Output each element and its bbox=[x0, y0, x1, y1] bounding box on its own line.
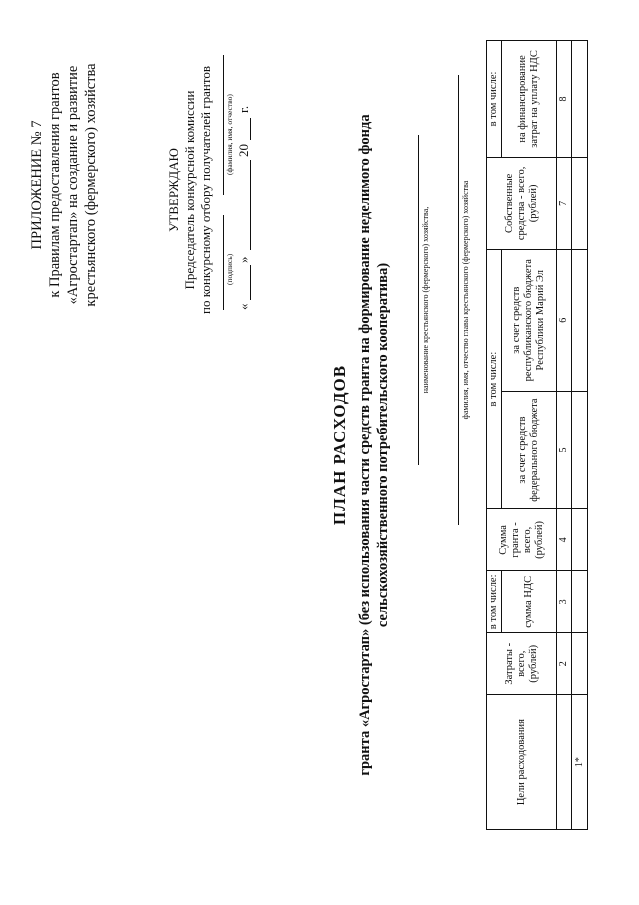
column-number: 4 bbox=[557, 509, 572, 571]
date-year-line bbox=[250, 118, 251, 140]
date-close-quote: » bbox=[236, 256, 251, 263]
header-vat-sum: сумма НДС bbox=[502, 571, 557, 633]
document-page bbox=[18, 15, 618, 875]
plan-title: ПЛАН РАСХОДОВ bbox=[330, 364, 349, 526]
header-own-funds: Собственные средства - всего, (рублей) bbox=[487, 157, 557, 249]
date-month-line bbox=[250, 160, 251, 250]
approval-block bbox=[166, 65, 214, 315]
name-label: (фамилия, имя, отчество) bbox=[225, 94, 234, 175]
appendix-title: ПРИЛОЖЕНИЕ № 7 bbox=[29, 120, 45, 250]
table-cell bbox=[572, 571, 588, 633]
table-cell bbox=[572, 509, 588, 571]
farm-name-label: наименование крестьянского (фермерского) хозяйства, bbox=[421, 206, 430, 394]
date-open-quote: « bbox=[236, 303, 251, 310]
name-line bbox=[223, 55, 224, 195]
plan-subtitle-line: сельскохозяйственного потребительского кооператива) bbox=[375, 262, 391, 628]
table-cell bbox=[572, 249, 588, 391]
date-year-suffix: г. bbox=[236, 105, 251, 113]
appendix-line: к Правилам предоставления грантов bbox=[47, 72, 63, 298]
approval-position: по конкурсному отбору получателей грантов bbox=[198, 66, 213, 314]
table-cell bbox=[572, 633, 588, 695]
header-federal-budget: за счет средств федерального бюджета bbox=[502, 391, 557, 509]
approval-position: Председатель конкурсной комиссии bbox=[182, 90, 197, 290]
header-costs-total: Затраты - всего, (рублей) bbox=[487, 633, 557, 695]
column-number: 8 bbox=[557, 41, 572, 158]
signature-label: (подпись) bbox=[225, 253, 234, 285]
header-including: в том числе: bbox=[487, 41, 502, 158]
date-day-line bbox=[250, 265, 251, 300]
signature-line bbox=[223, 215, 224, 310]
farm-head-label: фамилия, имя, отчество главы крестьянского (фермерского) хозяйства bbox=[461, 180, 470, 420]
approval-heading: УТВЕРЖДАЮ bbox=[166, 148, 181, 232]
date-year-prefix: 20 bbox=[236, 144, 251, 157]
expense-plan-table bbox=[486, 40, 588, 830]
plan-subtitle bbox=[356, 105, 392, 785]
appendix-block bbox=[28, 35, 100, 335]
farm-head-line bbox=[458, 75, 459, 525]
header-regional-budget: за счет средств республиканского бюджета Республики Марий Эл bbox=[502, 249, 557, 391]
table-row-number: 1* bbox=[572, 695, 588, 830]
appendix-line: крестьянского (фермерского) хозяйства bbox=[83, 63, 99, 307]
table-cell bbox=[572, 391, 588, 509]
farm-name-line bbox=[418, 135, 419, 465]
header-including: в том числе: bbox=[487, 571, 502, 633]
column-number: 7 bbox=[557, 157, 572, 249]
column-number: 2 bbox=[557, 633, 572, 695]
column-number: 3 bbox=[557, 571, 572, 633]
table-cell bbox=[572, 41, 588, 158]
column-number: 5 bbox=[557, 391, 572, 509]
plan-subtitle-line: гранта «Агростартап» (без использования части средств гранта на формирование неделимого фонда bbox=[357, 114, 373, 776]
table-cell bbox=[572, 157, 588, 249]
header-including: в том числе: bbox=[487, 249, 502, 509]
header-grant-total: Сумма гранта - всего, (рублей) bbox=[487, 509, 557, 571]
header-vat-financing: на финансирование затрат на уплату НДС bbox=[502, 41, 557, 158]
appendix-line: «Агростартап» на создание и развитие bbox=[65, 65, 81, 305]
header-purpose: Цели расходования bbox=[487, 695, 557, 830]
column-number: 6 bbox=[557, 249, 572, 391]
